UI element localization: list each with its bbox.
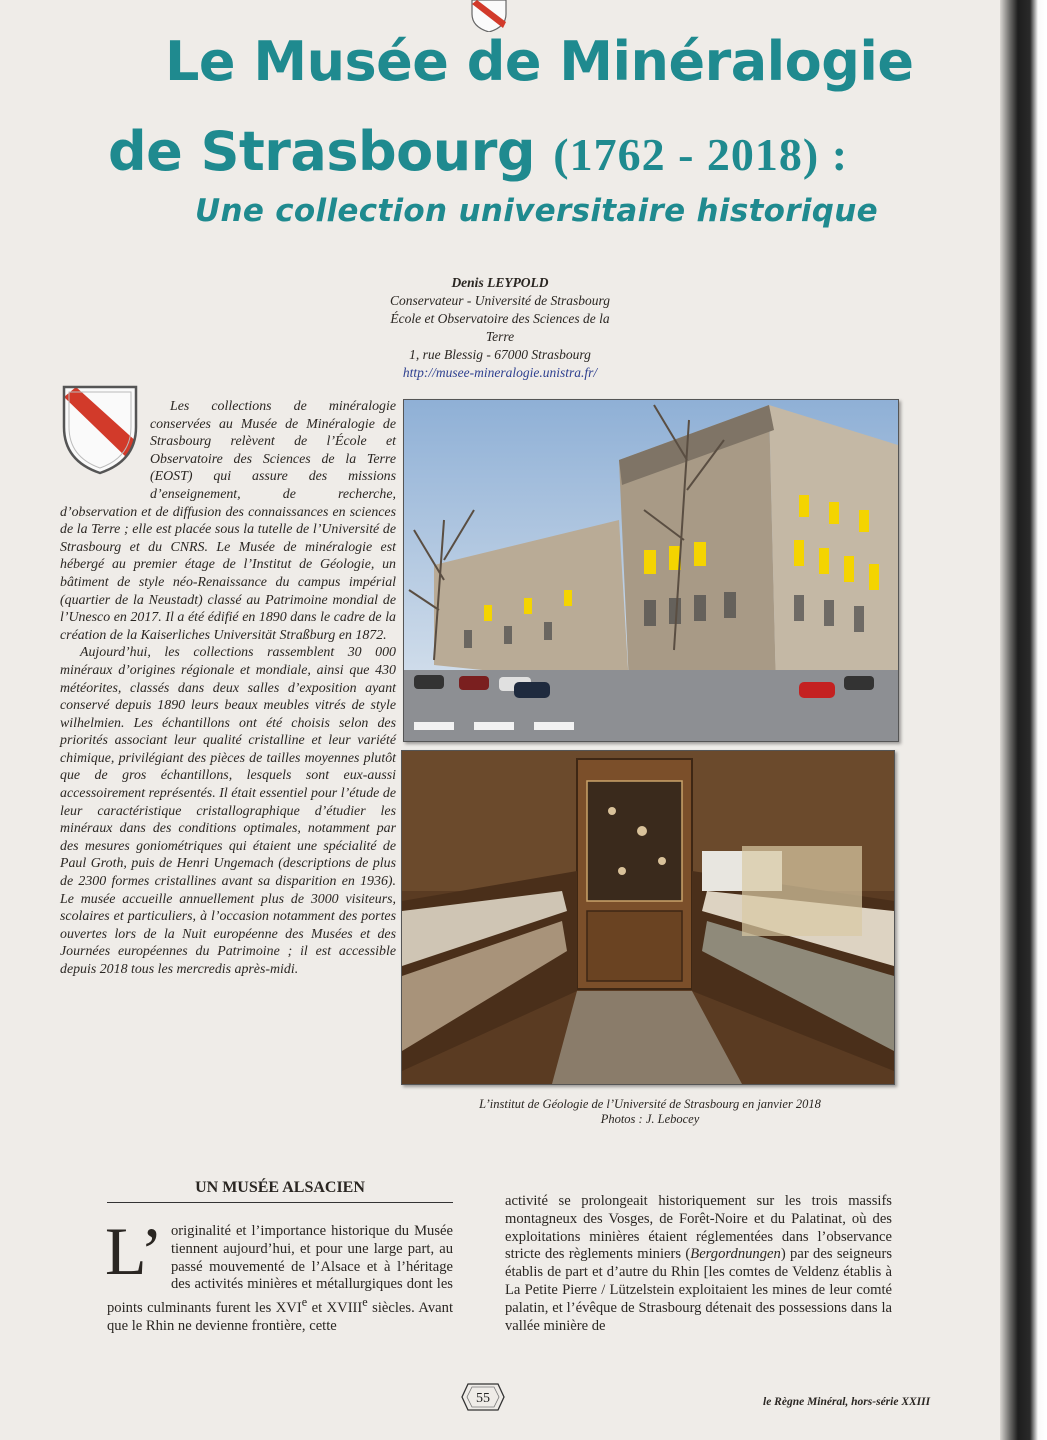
intro-paragraph-2: Aujourd’hui, les collections rassemblent 30 000 minéraux d’origines régionale et mondiale, ainsi que 430 météorites, classés dans deux salles d’exposition ayant conservé depuis 1890 leurs beaux meubles vitrés de style wilhelmien. Les échantillons ont été choisis selon des priorités associant leur qualité cristalline et leur variété chimique, privilégiant des pièces de tailles moyennes plutôt que de gros échantillons, lesquels sont eux-aussi accessoirement représentés. Il était essentiel pour l’étude de leur caractéristique cristallographique d’étudier les minéraux dans des conditions optimales, notamment par des mesures goniométriques qui étaient une spécialité de Paul Groth, puis de Henri Ungemach (descriptions de plus de 2300 formes cristallines avant sa disparition en 1936). Le musée accueille annuellement plus de 3000 visiteurs, scolaires et particuliers, à l’occasion notamment des portes ouvertes lors de la Nuit européenne des Musées et des Journées européennes du Patrimoine ; il est accessible depuis 2018 tous les mercredis après-midi. xyxy=(60,645,396,977)
strasbourg-shield-small-icon xyxy=(469,0,509,32)
author-institution: École et Observatoire des Sciences de la Terre xyxy=(390,311,610,344)
shield-spacer xyxy=(60,396,150,492)
institute-building-image xyxy=(404,400,898,741)
page-title-line2 xyxy=(108,120,848,183)
page-number: 55 xyxy=(476,1391,490,1406)
museum-gallery-image xyxy=(402,751,894,1084)
right-text-b: ) par des seigneurs établis de part et d’autre du Rhin [les comtes de Veldenz établis à La Petite Pierre / Lützelstein exploitaient les mines de leur comté palatin, et l’évêque de Strasbourg détenait des possessions dans la vallée minière de xyxy=(505,1246,893,1334)
title-years: (1762 - 2018) : xyxy=(553,129,849,180)
crystal-frame-icon xyxy=(460,1380,506,1414)
century-superscript-1: e xyxy=(301,1295,308,1310)
left-text-b: et XVIII xyxy=(307,1300,363,1317)
body-column-left xyxy=(105,1213,453,1336)
intro-paragraph-1: Les collections de minéralogie conservées au Musée de Minéralogie de Strasbourg relèvent de l’École et Observatoire des Sciences de la Terre (EOST) qui assure des missions d’enseignement, de recherche, d’observation et de diffusion des connaissances en sciences de la Terre ; elle est placée sous la tutelle de l’Université de Strasbourg et du CNRS. Le Musée de minéralogie est hébergé au premier étage de l’Institut de Géologie, un bâtiment de style néo-Renaissance du campus impérial (quartier de la Neustadt) classé au Patrimoine mondial de l’Unesco en 2017. Il a été édifié en 1890 dans le cadre de la création de la Kaiserliches Universität Straßburg en 1872. xyxy=(60,399,396,643)
page-number-badge xyxy=(460,1380,506,1414)
right-text-italic: Bergordnungen xyxy=(690,1246,781,1263)
author-role: Conservateur - Université de Strasbourg xyxy=(390,293,610,308)
author-name: Denis LEYPOLD xyxy=(451,275,549,290)
page-binding-edge xyxy=(1000,0,1047,1440)
left-text-a: originalité et l’importance historique du Musée tiennent aujourd’hui, et pour une large part, au passé mouvementé de l’Alsace et à l’héritage des activités minières et métallurgiques dont les points culminants furent les XVI xyxy=(107,1223,453,1317)
museum-url-link[interactable]: http://musee-mineralogie.unistra.fr/ xyxy=(402,365,598,380)
photo-caption xyxy=(403,1097,897,1127)
author-address: 1, rue Blessig - 67000 Strasbourg xyxy=(409,347,591,362)
photo-credit: Photos : J. Lebocey xyxy=(600,1112,700,1126)
page-subtitle: Une collection universitaire historique xyxy=(195,193,878,229)
journal-name: le Règne Minéral, hors-série XXIII xyxy=(763,1396,931,1408)
intro-text xyxy=(60,398,396,979)
title-city: de Strasbourg xyxy=(108,120,535,183)
author-block xyxy=(380,274,620,382)
museum-gallery-photo xyxy=(401,750,895,1085)
caption-title: L’institut de Géologie de l’Université de Strasbourg en janvier 2018 xyxy=(479,1097,821,1111)
building-photo xyxy=(403,399,899,742)
page-title-line1: Le Musée de Minéralogie xyxy=(165,30,914,93)
century-superscript-2: e xyxy=(362,1295,368,1310)
drop-cap: L’ xyxy=(105,1213,163,1289)
left-text-c: siècles. Avant que le Rhin ne devienne frontière, cette xyxy=(107,1300,453,1334)
section-heading: UN MUSÉE ALSACIEN xyxy=(107,1179,453,1203)
body-column-right xyxy=(505,1193,892,1335)
right-text-a: activité se prolongeait historiquement sur les trois massifs montagneux des Vosges, de Forêt-Noire et du Palatinat, où des exploitations minières étaient réglementées dans l’observance stricte des règlements miniers ( xyxy=(505,1193,892,1263)
